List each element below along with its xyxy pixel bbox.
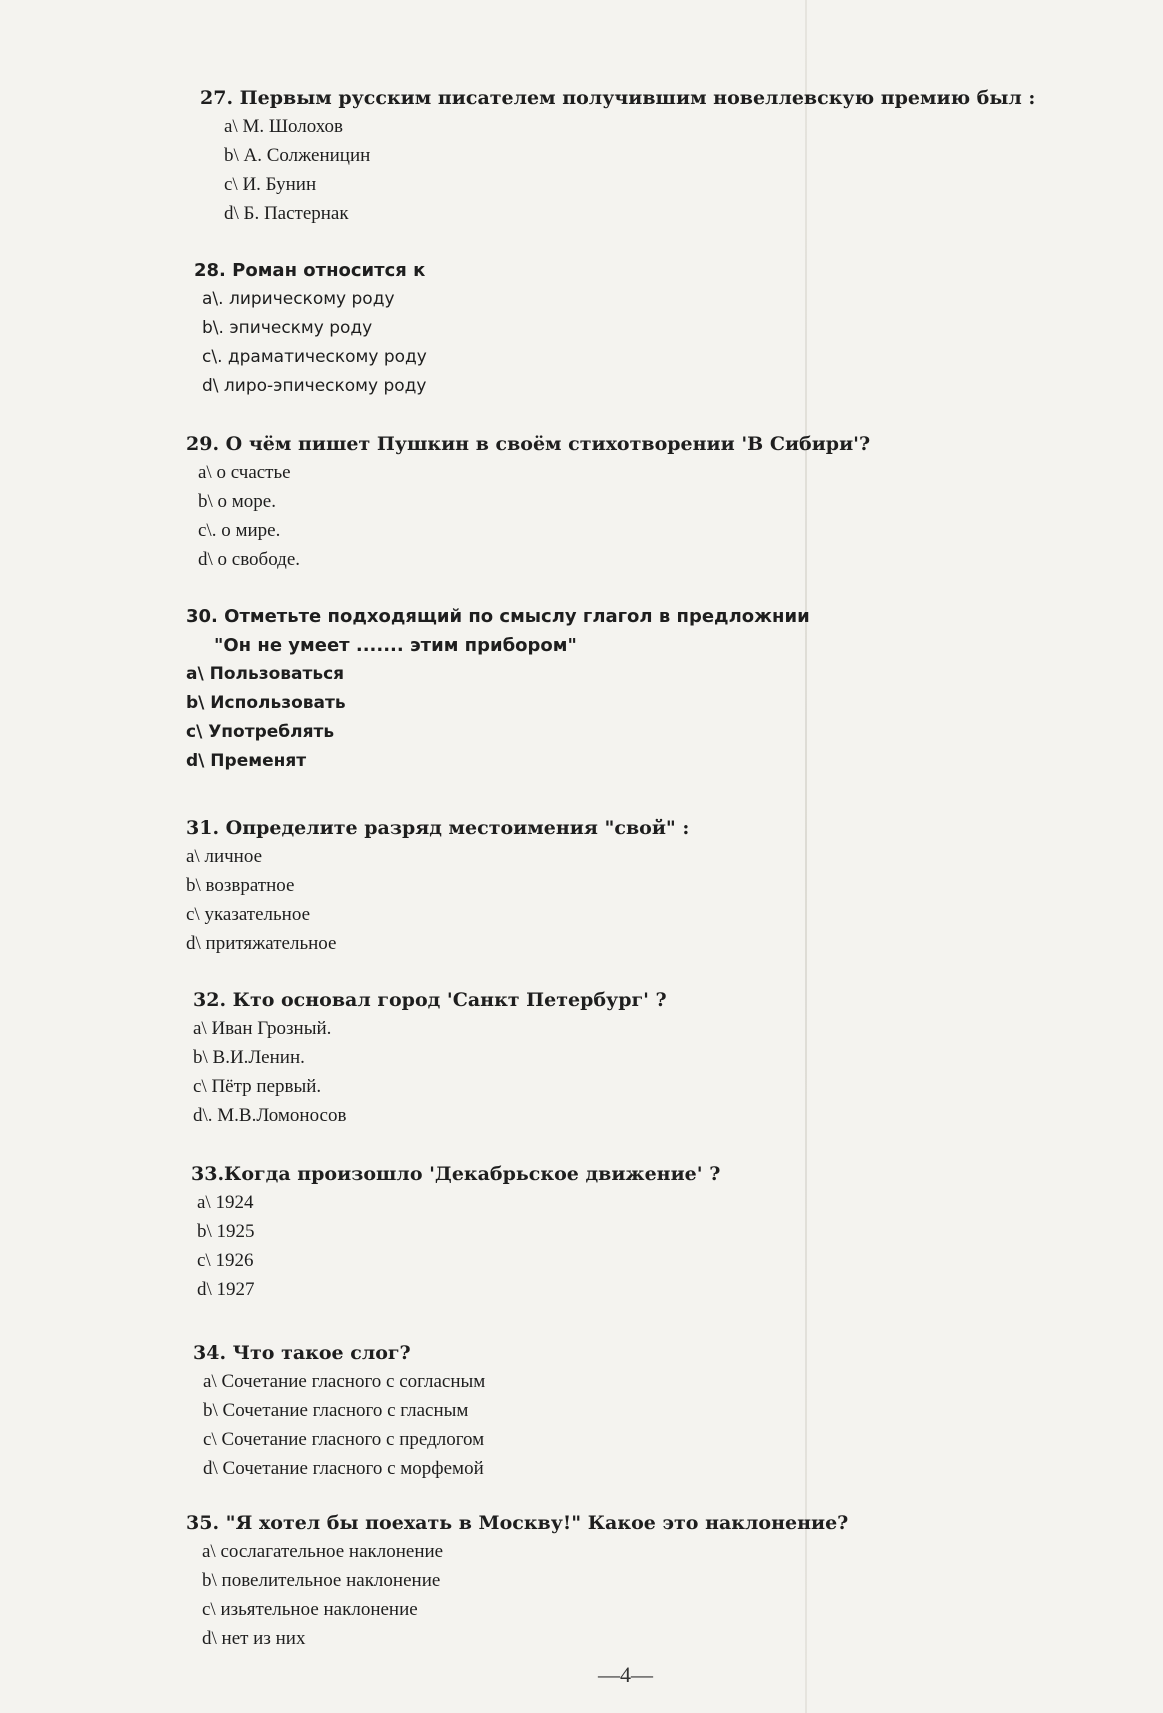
- option-a: a\ 1924: [197, 1192, 254, 1213]
- option-d: d\ Сочетание гласного с морфемой: [203, 1458, 484, 1479]
- option-c: c\ И. Бунин: [224, 174, 317, 195]
- option-a: a\ личное: [186, 846, 262, 867]
- option-a: a\ Пользоваться: [186, 664, 345, 684]
- option-d: d\ о свободе.: [198, 549, 301, 570]
- question-32: [193, 988, 667, 1130]
- option-a: a\ Сочетание гласного с согласным: [203, 1371, 486, 1392]
- option-d: d\ притяжательное: [186, 933, 337, 954]
- question-31: [186, 816, 689, 958]
- question-title: 32. Кто основал город 'Санкт Петербург' ?: [193, 989, 667, 1011]
- option-c: c\ Пётр первый.: [193, 1076, 322, 1097]
- option-b: b\ Использовать: [186, 693, 346, 713]
- question-34: [193, 1341, 485, 1483]
- option-b: b\ о море.: [198, 491, 276, 512]
- question-33: [191, 1162, 720, 1304]
- option-d: d\. М.В.Ломоносов: [193, 1105, 347, 1126]
- page-number: —4—: [598, 1662, 653, 1687]
- question-29: [186, 432, 870, 574]
- page-fold-line: [805, 0, 807, 1713]
- question-title: 30. Отметьте подходящий по смыслу глагол в предложнии: [186, 606, 810, 627]
- option-d: d\ Б. Пастернак: [224, 203, 349, 224]
- option-b: b\ 1925: [197, 1221, 255, 1242]
- option-d: d\ 1927: [197, 1279, 255, 1300]
- option-d: d\ лиро-эпическому роду: [202, 376, 427, 396]
- option-c: c\ Употреблять: [186, 722, 335, 742]
- question-title: 31. Определите разряд местоимения "свой" :: [186, 817, 690, 839]
- option-a: a\ Иван Грозный.: [193, 1018, 332, 1039]
- option-c: c\ Сочетание гласного с предлогом: [203, 1429, 485, 1450]
- option-c: c\ указательное: [186, 904, 311, 925]
- question-28: [194, 259, 427, 401]
- question-30: [186, 605, 810, 776]
- question-title: 33.Когда произошло 'Декабрьское движение' ?: [191, 1163, 721, 1185]
- option-b: b\. эпическму роду: [202, 318, 373, 338]
- option-b: b\ возвратное: [186, 875, 295, 896]
- question-title: 27. Первым русским писателем получившим новеллевскую премию был :: [200, 87, 1036, 109]
- question-sentence: "Он не умеет ....... этим прибором": [214, 635, 577, 656]
- option-b: b\ В.И.Ленин.: [193, 1047, 305, 1068]
- option-b: b\ А. Солженицин: [224, 145, 371, 166]
- option-d: d\ Пременят: [186, 751, 307, 771]
- option-a: a\ сослагательное наклонение: [202, 1541, 444, 1562]
- option-b: b\ повелительное наклонение: [202, 1570, 441, 1591]
- question-title: 29. О чём пишет Пушкин в своём стихотворении 'В Сибири'?: [186, 433, 871, 455]
- option-a: a\ М. Шолохов: [224, 116, 344, 137]
- question-title: 35. "Я хотел бы поехать в Москву!" Какое это наклонение?: [186, 1512, 849, 1534]
- option-c: c\ 1926: [197, 1250, 254, 1271]
- question-title: 28. Роман относится к: [194, 260, 426, 281]
- option-c: c\ изьятельное наклонение: [202, 1599, 418, 1620]
- option-a: a\ о счастье: [198, 462, 291, 483]
- question-title: 34. Что такое слог?: [193, 1342, 411, 1364]
- option-b: b\ Сочетание гласного с гласным: [203, 1400, 469, 1421]
- option-d: d\ нет из них: [202, 1628, 306, 1649]
- option-c: c\. о мире.: [198, 520, 281, 541]
- option-c: c\. драматическому роду: [202, 347, 427, 367]
- question-27: [200, 86, 1035, 228]
- option-a: a\. лирическому роду: [202, 289, 395, 309]
- question-35: [186, 1511, 848, 1653]
